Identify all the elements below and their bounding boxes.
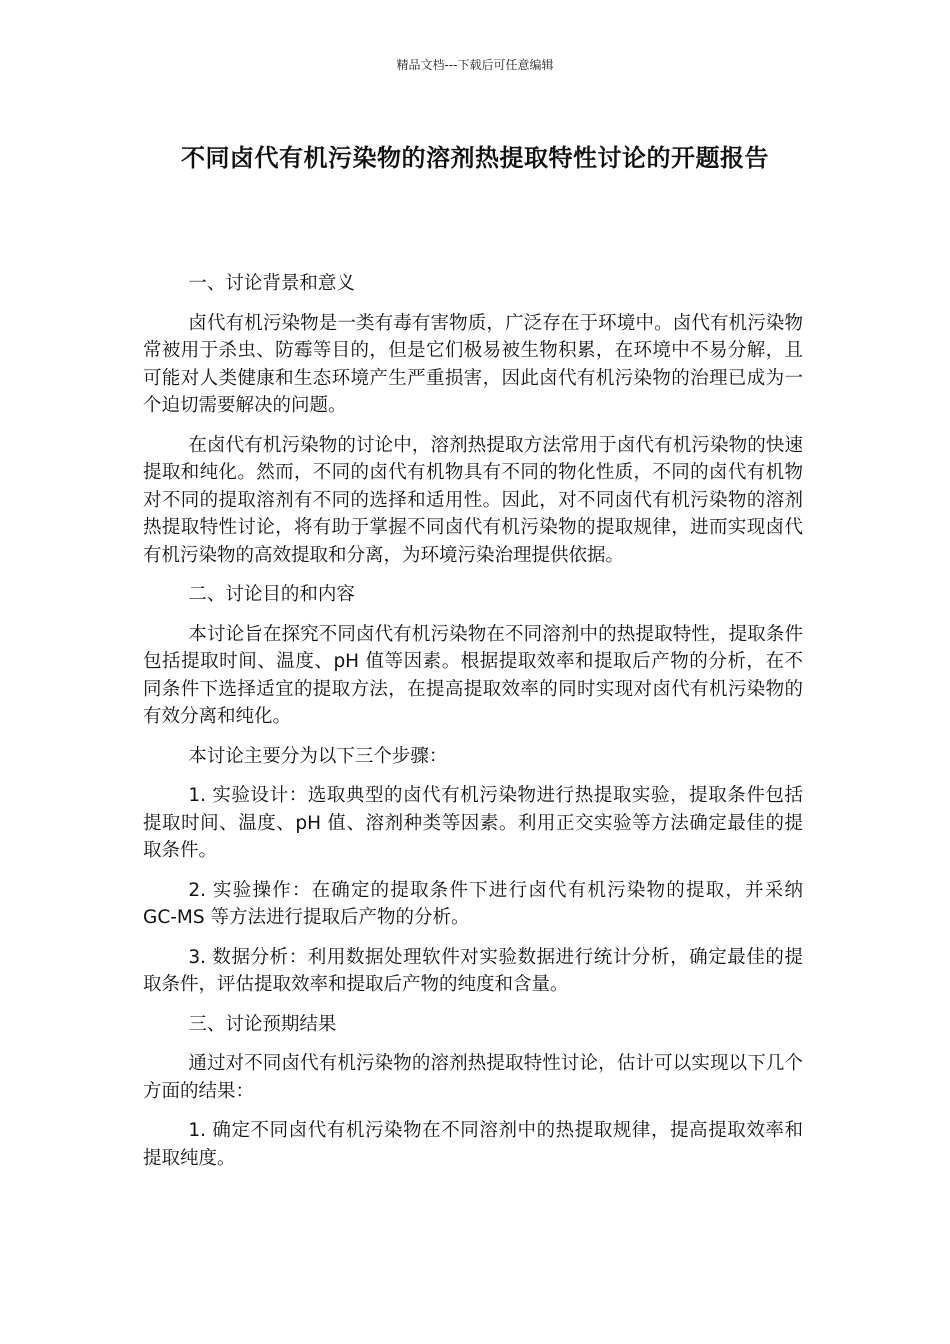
header-note: 精品文档---下载后可任意编辑 (396, 58, 554, 72)
step-item-1: 1. 实验设计：选取典型的卤代有机污染物进行热提取实验，提取条件包括提取时间、温度、pH 值、溶剂种类等因素。利用正交实验等方法确定最佳的提取条件。 (143, 785, 803, 861)
paragraph-background-1: 卤代有机污染物是一类有毒有害物质，广泛存在于环境中。卤代有机污染物常被用于杀虫、防霉等目的，但是它们极易被生物积累，在环境中不易分解，且可能对人类健康和生态环境产生严重损害，因此卤代有机污染物的治理已成为一个迫切需要解决的问题。 (143, 312, 803, 416)
section-heading-objectives: 二、讨论目的和内容 (188, 584, 355, 605)
paragraph-objectives-1: 本讨论旨在探究不同卤代有机污染物在不同溶剂中的热提取特性，提取条件包括提取时间、温度、pH 值等因素。根据提取效率和提取后产物的分析，在不同条件下选择适宜的提取方法，在提高提取效率的同时实现对卤代有机污染物的有效分离和纯化。 (143, 623, 803, 727)
document-body (143, 270, 803, 1184)
step-item-3: 3. 数据分析：利用数据处理软件对实验数据进行统计分析，确定最佳的提取条件，评估提取效率和提取后产物的纯度和含量。 (143, 946, 803, 995)
paragraph-results-1: 通过对不同卤代有机污染物的溶剂热提取特性讨论，估计可以实现以下几个方面的结果： (143, 1053, 803, 1102)
section-heading-results: 三、讨论预期结果 (188, 1013, 337, 1035)
section-heading-background: 一、讨论背景和意义 (188, 273, 355, 294)
page-title: 不同卤代有机污染物的溶剂热提取特性讨论的开题报告 (181, 144, 769, 172)
step-item-2: 2. 实验操作：在确定的提取条件下进行卤代有机污染物的提取，并采纳 GC-MS 等方法进行提取后产物的分析。 (143, 879, 803, 928)
paragraph-objectives-2: 本讨论主要分为以下三个步骤： (188, 745, 448, 767)
paragraph-background-2: 在卤代有机污染物的讨论中，溶剂热提取方法常用于卤代有机污染物的快速提取和纯化。然而，不同的卤代有机物具有不同的物化性质，不同的卤代有机物对不同的提取溶剂有不同的选择和适用性。因此，对不同卤代有机污染物的溶剂热提取特性讨论，将有助于掌握不同卤代有机污染物的提取规律，进而实现卤代有机污染物的高效提取和分离，为环境污染治理提供依据。 (143, 434, 803, 566)
result-item-1: 1. 确定不同卤代有机污染物在不同溶剂中的热提取规律，提高提取效率和提取纯度。 (143, 1120, 803, 1169)
